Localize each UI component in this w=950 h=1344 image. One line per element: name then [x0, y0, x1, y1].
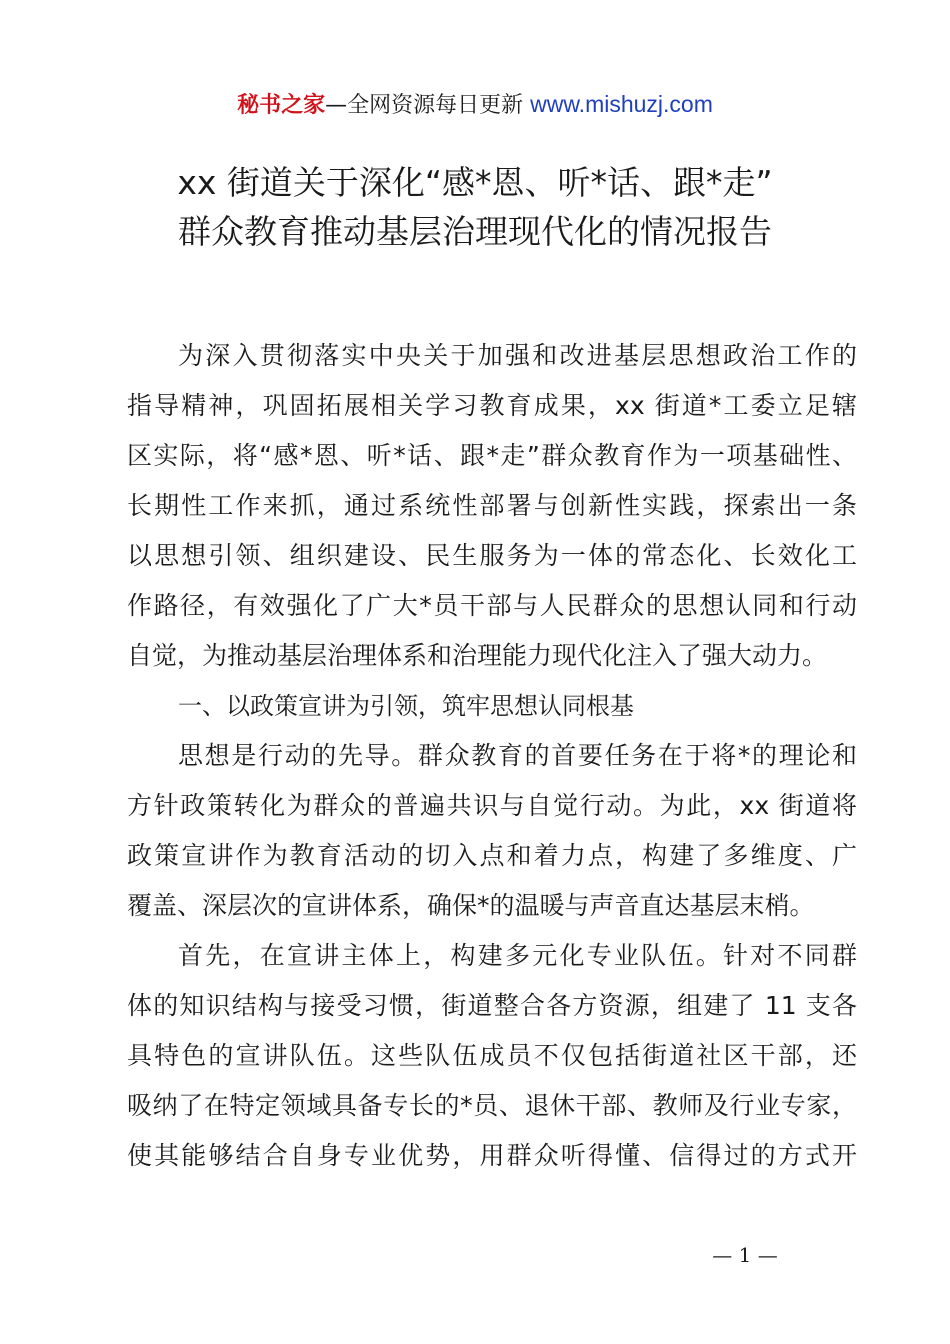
site-url: www.mishuzj.com — [530, 91, 713, 117]
paragraph-1-line-3: 区实际，将“感*恩、听*话、跟*走”群众教育作为一项基础性、 — [127, 441, 857, 470]
document-title-line-1: xx 街道关于深化“感*恩、听*话、跟*走” — [177, 163, 773, 202]
paragraph-1-line-2: 指导精神，巩固拓展相关学习教育成果，xx 街道*工委立足辖 — [127, 391, 857, 420]
paragraph-2-line-4: 覆盖、深层次的宣讲体系，确保*的温暖与声音直达基层末梢。 — [127, 891, 815, 920]
paragraph-3-line-1: 首先，在宣讲主体上，构建多元化专业队伍。针对不同群 — [178, 941, 857, 970]
brand-name: 秘书之家 — [237, 93, 326, 118]
paragraph-1-line-1: 为深入贯彻落实中央关于加强和改进基层思想政治工作的 — [178, 341, 857, 370]
page-number: — 1 — — [712, 1243, 778, 1267]
paragraph-1-line-6: 作路径，有效强化了广大*员干部与人民群众的思想认同和行动 — [127, 591, 857, 620]
paragraph-1-line-5: 以思想引领、组织建设、民生服务为一体的常态化、长效化工 — [127, 541, 857, 570]
document-body — [127, 331, 857, 1181]
paragraph-1-line-4: 长期性工作来抓，通过系统性部署与创新性实践，探索出一条 — [127, 491, 857, 520]
paragraph-2-line-1: 思想是行动的先导。群众教育的首要任务在于将*的理论和 — [178, 741, 857, 770]
section-heading-1: 一、以政策宣讲为引领，筑牢思想认同根基 — [178, 692, 634, 720]
site-watermark-header — [0, 88, 950, 122]
paragraph-3-line-3: 具特色的宣讲队伍。这些队伍成员不仅包括街道社区干部，还 — [127, 1041, 857, 1070]
paragraph-2-line-2: 方针政策转化为群众的普遍共识与自觉行动。为此，xx 街道将 — [127, 791, 857, 820]
paragraph-3-line-5: 使其能够结合自身专业优势，用群众听得懂、信得过的方式开 — [127, 1141, 857, 1170]
paragraph-2-line-3: 政策宣讲作为教育活动的切入点和着力点，构建了多维度、广 — [127, 841, 857, 870]
brand-slogan: —全网资源每日更新 — [325, 93, 524, 118]
paragraph-3-line-4: 吸纳了在特定领域具备专长的*员、退休干部、教师及行业专家， — [127, 1091, 857, 1120]
paragraph-3-line-2: 体的知识结构与接受习惯，街道整合各方资源，组建了 11 支各 — [127, 991, 857, 1020]
paragraph-1-line-7: 自觉，为推动基层治理体系和治理能力现代化注入了强大动力。 — [127, 641, 828, 670]
document-title-line-2: 群众教育推动基层治理现代化的情况报告 — [178, 212, 772, 251]
